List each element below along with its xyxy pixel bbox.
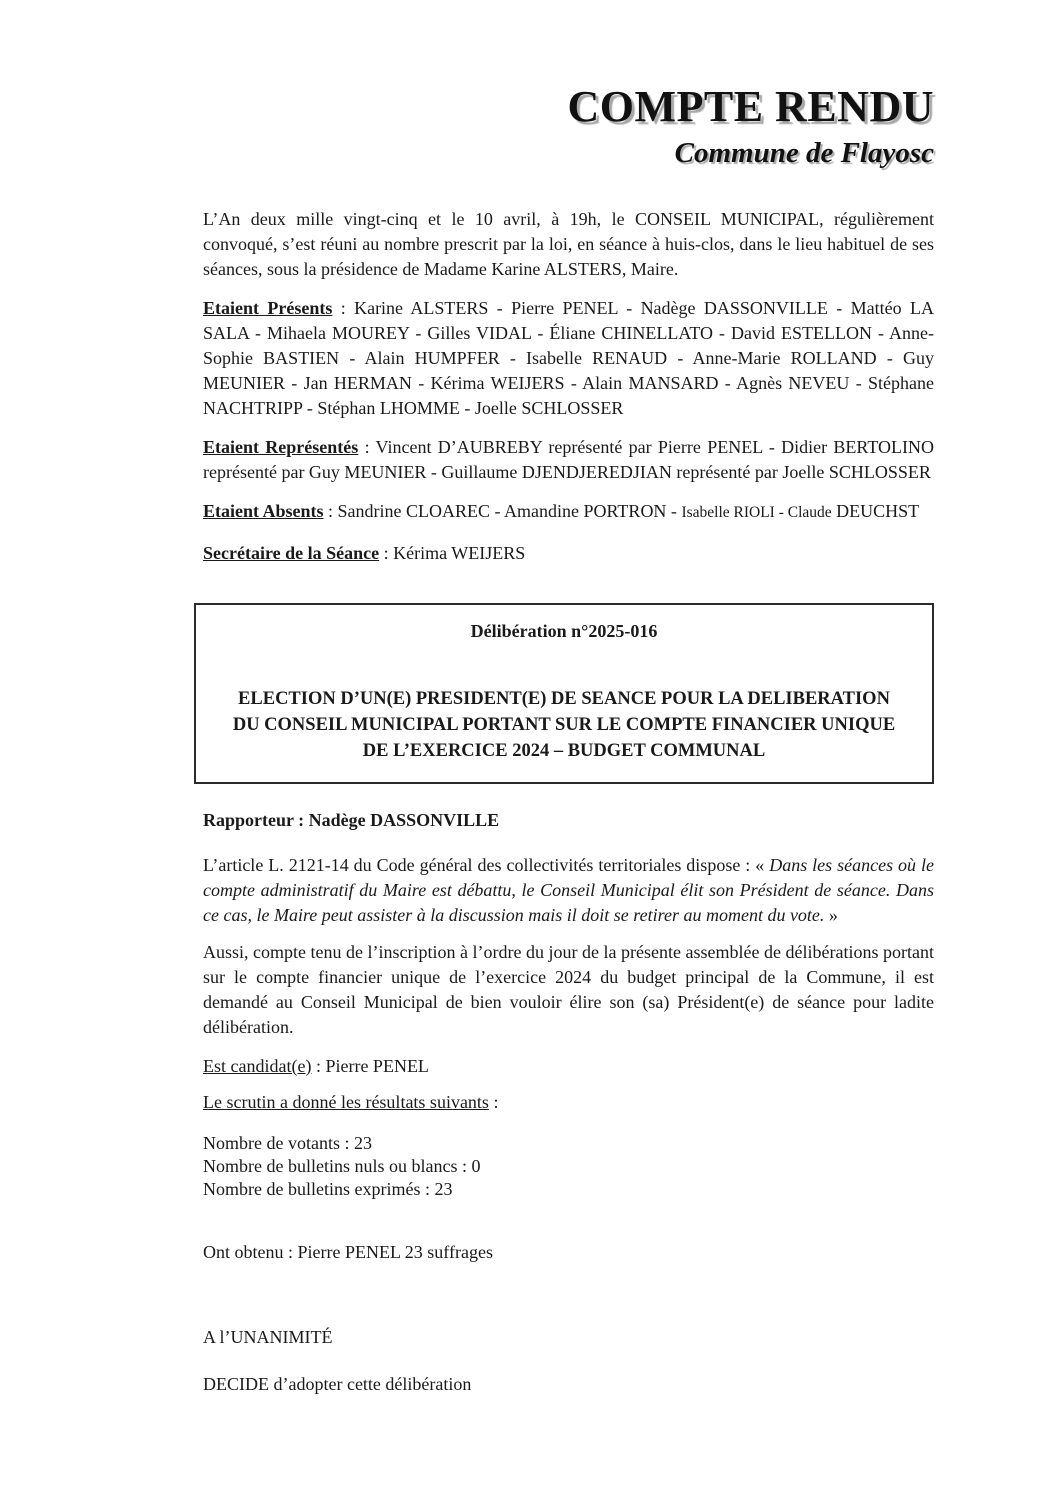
deliberation-number: Délibération n°2025-016	[470, 621, 658, 641]
motivation-paragraph: Aussi, compte tenu de l’inscription à l’ordre du jour de la présente assemblée de délibérations portant sur le compte financier unique de l’exercice 2024 du budget principal de la Commune, il est demandé au Conseil Municipal de bien vouloir élire son (sa) Président(e) de séance pour ladite délibération.	[203, 942, 934, 1037]
article-suffix: »	[824, 905, 838, 925]
doc-header	[203, 82, 934, 169]
ballot-results-colon: :	[488, 1092, 499, 1112]
vote-result-line: A l’UNANIMITÉ	[203, 1327, 333, 1347]
ballot-results-list	[203, 1132, 934, 1201]
legal-article-paragraph	[203, 853, 934, 928]
secretary-label: Secrétaire de la Séance	[203, 543, 380, 563]
obtained-line: Ont obtenu : Pierre PENEL 23 suffrages	[203, 1242, 493, 1262]
secretary-separator: :	[379, 543, 394, 563]
decision-line: DECIDE d’adopter cette délibération	[203, 1374, 472, 1394]
attendees-absent	[203, 499, 934, 525]
result-line-votants: Nombre de votants : 23	[203, 1133, 372, 1153]
represented-separator: :	[358, 437, 376, 457]
absent-label: Etaient Absents	[203, 501, 324, 521]
document-title: COMPTE RENDU	[567, 82, 934, 131]
result-line-exprimes: Nombre de bulletins exprimés : 23	[203, 1179, 453, 1199]
deliberation-title-line: DU CONSEIL MUNICIPAL PORTANT SUR LE COMPTE FINANCIER UNIQUE	[232, 715, 896, 735]
candidate-line	[203, 1054, 934, 1079]
result-line-nuls: Nombre de bulletins nuls ou blancs : 0	[203, 1156, 481, 1176]
candidate-label: Est candidat(e)	[203, 1056, 312, 1076]
ballot-results-label: Le scrutin a donné les résultats suivants	[203, 1092, 489, 1112]
absent-names-end: DEUCHST	[831, 501, 920, 521]
ballot-results-heading	[203, 1090, 934, 1115]
article-quote: Dans les séances où le compte administratif du Maire est débattu, le Conseil Municipal élit son Président de séance. Dans ce cas, le Maire peut assister à la discussion mais il doit se retirer au moment du vote.	[203, 855, 935, 925]
deliberation-title	[210, 686, 918, 764]
candidate-name: : Pierre PENEL	[311, 1056, 429, 1076]
attendees-represented	[203, 435, 934, 485]
deliberation-title-line: ELECTION D’UN(E) PRESIDENT(E) DE SEANCE POUR LA DELIBERATION	[238, 689, 890, 709]
present-label: Etaient Présents	[203, 298, 333, 318]
secretary-name: Kérima WEIJERS	[393, 543, 526, 563]
document-page	[203, 0, 934, 1397]
represented-label: Etaient Représentés	[203, 437, 359, 457]
absent-names: Sandrine CLOAREC - Amandine PORTRON -	[337, 501, 682, 521]
session-secretary	[203, 541, 934, 566]
absent-names-small: Isabelle RIOLI - Claude	[681, 504, 832, 521]
attendees-present	[203, 296, 934, 421]
absent-separator: :	[323, 501, 338, 521]
deliberation-box	[194, 603, 934, 784]
document-subtitle: Commune de Flayosc	[674, 137, 934, 169]
intro-paragraph: L’An deux mille vingt-cinq et le 10 avril, à 19h, le CONSEIL MUNICIPAL, régulièrement convoqué, s’est réuni au nombre prescrit par la loi, en séance à huis-clos, dans le lieu habituel de ses séances, sous la présidence de Madame Karine ALSTERS, Maire.	[203, 209, 934, 279]
rapporteur-line: Rapporteur : Nadège DASSONVILLE	[203, 810, 500, 830]
present-separator: :	[332, 298, 355, 318]
present-names: Karine ALSTERS - Pierre PENEL - Nadège DASSONVILLE - Mattéo LA SALA - Mihaela MOUREY - Gilles VIDAL - Éliane CHINELLATO - David ESTELLON - Anne-Sophie BASTIEN - Alain HUMPFER - Isabelle RENAUD - Anne-Marie ROLLAND - Guy MEUNIER - Jan HERMAN - Kérima WEIJERS - Alain MANSARD - Agnès NEVEU - Stéphane NACHTRIPP - Stéphan LHOMME - Joelle SCHLOSSER	[203, 298, 934, 418]
article-prefix: L’article L. 2121-14 du Code général des collectivités territoriales dispose : «	[203, 855, 770, 875]
deliberation-title-line: DE L’EXERCICE 2024 – BUDGET COMMUNAL	[362, 741, 766, 761]
represented-names: Vincent D’AUBREBY représenté par Pierre PENEL - Didier BERTOLINO représenté par Guy MEUNIER - Guillaume DJENDJEREDJIAN représenté par Joelle SCHLOSSER	[203, 437, 934, 482]
